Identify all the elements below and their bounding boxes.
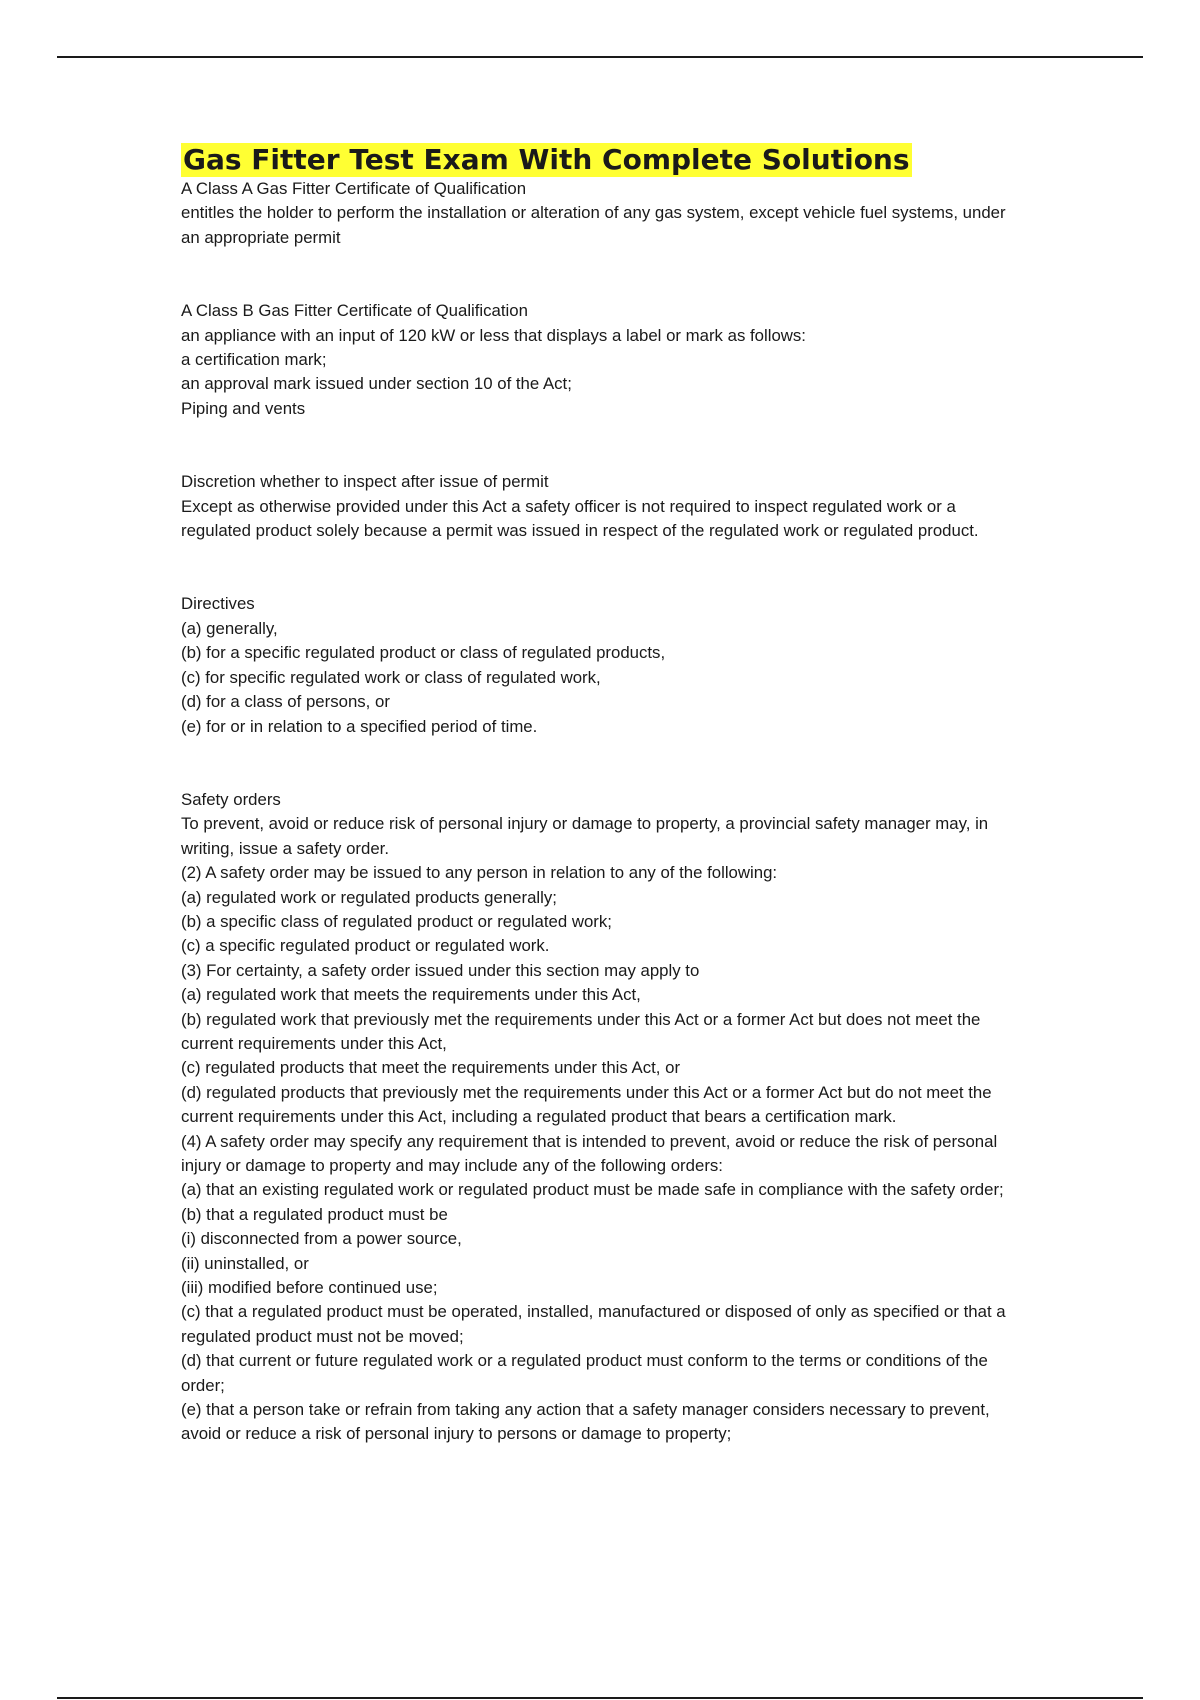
paragraph: an approval mark issued under section 10 of the Act; <box>181 374 572 394</box>
list-item: (a) that an existing regulated work or regulated product must be made safe in compliance with the safety order; <box>181 1180 1004 1200</box>
section-heading: Safety orders <box>181 789 281 809</box>
list-item: (d) regulated products that previously met the requirements under this Act or a former Act but do not meet the current requirements under this Act, including a regulated product that bears a certification mark. <box>181 1082 992 1127</box>
list-item: (4) A safety order may specify any requirement that is intended to prevent, avoid or reduce the risk of personal injury or damage to property and may include any of the following orders: <box>181 1131 998 1175</box>
section-heading: Directives <box>181 594 255 614</box>
section-spacer <box>181 739 1021 788</box>
header-rule <box>57 56 1143 58</box>
list-item: (c) that a regulated product must be operated, installed, manufactured or disposed of only as specified or that a regulated product must not be moved; <box>181 1302 1006 1346</box>
document-body <box>181 143 1021 1447</box>
list-item: (a) generally, <box>181 618 278 638</box>
section-discretion <box>181 470 1021 543</box>
paragraph: entitles the holder to perform the installation or alteration of any gas system, except vehicle fuel systems, under an appropriate permit <box>181 203 1006 247</box>
section-spacer <box>181 543 1021 592</box>
list-item: (i) disconnected from a power source, <box>181 1229 462 1249</box>
paragraph: To prevent, avoid or reduce risk of personal injury or damage to property, a provincial safety manager may, in writing, issue a safety order. <box>181 814 989 858</box>
section-directives <box>181 592 1021 738</box>
section-heading: A Class B Gas Fitter Certificate of Qualification <box>181 301 528 321</box>
list-item: (b) for a specific regulated product or class of regulated products, <box>181 643 666 663</box>
list-item: (ii) uninstalled, or <box>181 1253 309 1273</box>
paragraph: Piping and vents <box>181 398 306 418</box>
list-item: (e) for or in relation to a specified period of time. <box>181 716 538 736</box>
list-item: (b) that a regulated product must be <box>181 1204 448 1224</box>
list-item: (c) a specific regulated product or regulated work. <box>181 936 550 956</box>
section-heading: A Class A Gas Fitter Certificate of Qualification <box>181 179 527 198</box>
section-class-a <box>181 177 1021 250</box>
list-item: (b) a specific class of regulated product or regulated work; <box>181 911 612 931</box>
list-item: (d) for a class of persons, or <box>181 692 390 712</box>
section-spacer <box>181 421 1021 470</box>
list-item: (a) regulated work that meets the requirements under this Act, <box>181 985 641 1005</box>
list-item: (3) For certainty, a safety order issued under this section may apply to <box>181 960 700 980</box>
list-item: (b) regulated work that previously met the requirements under this Act or a former Act but does not meet the current requirements under this Act, <box>181 1009 981 1053</box>
footer-rule <box>57 1697 1143 1699</box>
paragraph: Except as otherwise provided under this Act a safety officer is not required to inspect regulated work or a regulated product solely because a permit was issued in respect of the regulated work or regulated product. <box>181 496 979 541</box>
list-item: (a) regulated work or regulated products generally; <box>181 887 557 907</box>
section-safety-orders <box>181 788 1021 1447</box>
section-class-b <box>181 299 1021 421</box>
document-title: Gas Fitter Test Exam With Complete Solutions <box>183 143 910 176</box>
list-item: (2) A safety order may be issued to any person in relation to any of the following: <box>181 863 778 883</box>
paragraph: a certification mark; <box>181 350 327 370</box>
list-item: (iii) modified before continued use; <box>181 1278 438 1298</box>
paragraph: an appliance with an input of 120 kW or less that displays a label or mark as follows: <box>181 325 806 345</box>
list-item: (e) that a person take or refrain from taking any action that a safety manager considers necessary to prevent, avoid or reduce a risk of personal injury to persons or damage to property; <box>181 1400 990 1444</box>
list-item: (c) regulated products that meet the requirements under this Act, or <box>181 1058 681 1078</box>
list-item: (c) for specific regulated work or class of regulated work, <box>181 667 601 687</box>
section-heading: Discretion whether to inspect after issue of permit <box>181 472 549 492</box>
section-spacer <box>181 250 1021 299</box>
list-item: (d) that current or future regulated work or a regulated product must conform to the terms or conditions of the order; <box>181 1351 988 1395</box>
